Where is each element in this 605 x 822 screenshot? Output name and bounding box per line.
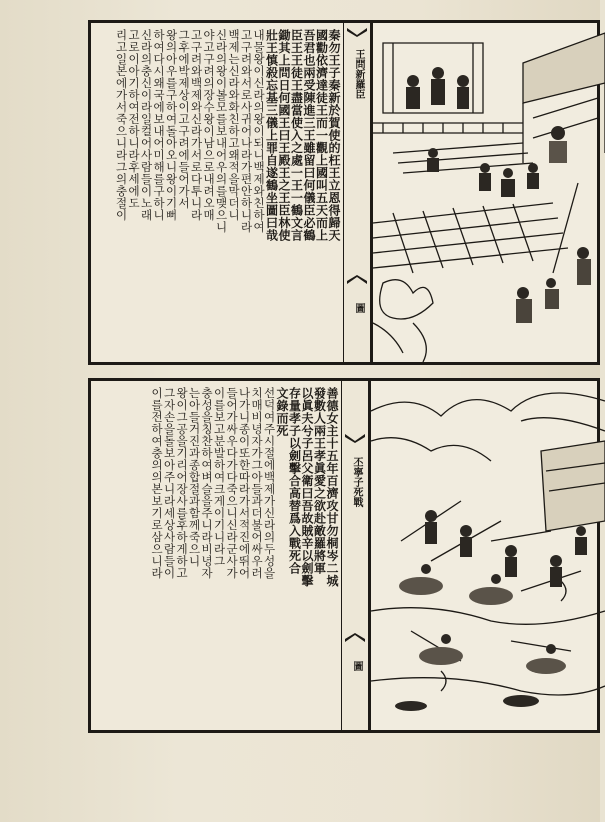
caption-label: 圖 [351, 661, 362, 671]
text-column: 치매비녕자가그아들과더불어싸우러 [250, 387, 264, 579]
text-column: 내물왕이신라의왕이되니백제와친하여 [252, 29, 266, 233]
battle-scene-illustration [371, 381, 605, 730]
bottom-illustration [369, 381, 597, 730]
top-text-block [95, 29, 339, 356]
text-column: 고구려와서로사귀어나라가편안하니라 [239, 29, 254, 233]
text-column: 文錄而死 [275, 387, 289, 437]
text-column: 하여다시왜국에보내어미해를구하니 [152, 29, 166, 221]
text-column: 秦勿王子秦新於賀使的枉王立恩得歸天 [327, 29, 341, 242]
text-column: 善德女主十五年百濟攻甘勿桐岑二城 [325, 387, 339, 587]
text-column: 고구려와백제와신라가서로다투니라 [189, 29, 204, 221]
text-column: 들어가싸우다가다죽으니신라군사가 [225, 387, 239, 579]
text-column: 存量孝子以劍擊合高替爲入戰死合 [287, 387, 302, 575]
bottom-caption-column [341, 381, 369, 730]
text-column: 리고일본에가서죽으니라그의충절이 [114, 29, 129, 221]
fishtail-mark-icon [346, 27, 368, 37]
top-illustration [371, 23, 597, 362]
fishtail-mark-icon [344, 633, 366, 643]
text-column: 이를보고분발하여크게이기니라그 [212, 387, 227, 567]
text-column: 臣王王徒王盡當使入之處一王一鶴文言 [289, 29, 304, 242]
text-column: 백제는신라와화친하고왜적을막더니 [227, 29, 241, 221]
text-column: 鋤其上問日何國王曰王殿王之王臣林使 [277, 29, 291, 242]
text-column: 왕이그공을기리어장사를후하게하고 [175, 387, 189, 579]
text-column: 나가니종이또한따라가서적진에뛰어 [237, 387, 252, 579]
text-column: 以眞夫兮子呂父衛曰吾故賊辛以劍擊 [300, 387, 314, 587]
caption-label: 圖 [353, 303, 364, 313]
bottom-panel [88, 378, 600, 733]
text-column: 吾君也兩受陳進三王雖留曰何儀臣必鶴 [302, 29, 316, 242]
text-column: 충성을칭찬하여벼슬을주니라비녕자 [200, 387, 214, 579]
fishtail-mark-icon [346, 275, 368, 285]
palace-scene-illustration [373, 23, 605, 362]
text-column: 왕의아우를구하여돌아오니왕이기뻐 [164, 29, 179, 221]
text-column: 신라의충신이라일컬어사람들이노래 [139, 29, 154, 221]
folio-label: 丕寧子死戰 [351, 457, 362, 507]
text-column: 야고구려의장수왕이남으로내려오매 [202, 29, 216, 221]
text-column: 壯王慎殺忘基三儀上罪自遂鶴坐圖曰哉 [264, 29, 279, 242]
top-panel [88, 20, 600, 365]
text-column: 고로이아기하여전하니라후세에도 [127, 29, 141, 209]
text-column: 그후에박제상이고구려에들어가서 [177, 29, 191, 209]
text-column: 그자손을돌보아주니라세상사람들이 [162, 387, 177, 579]
fishtail-mark-icon [344, 433, 366, 443]
text-column: 신라의왕이볼모를보내어우의를맺으니 [214, 29, 229, 233]
folio-label: 王問新羅臣 [353, 49, 364, 99]
text-column: 는아들거진과종합절과함께죽으니 [187, 387, 202, 567]
text-column: 國勸依濟達徒王而一觀上國叫五天而上 [314, 29, 329, 242]
text-column: 이를전하여충의의본보기로삼으니라 [150, 387, 164, 579]
text-column: 發數人兩王孝眞愛之欲赴敵羅將軍 [312, 387, 327, 575]
text-column: 선덕여주시절에백제가신라의두성을 [262, 387, 277, 579]
bottom-text-block [105, 387, 337, 724]
top-caption-column [343, 23, 371, 362]
